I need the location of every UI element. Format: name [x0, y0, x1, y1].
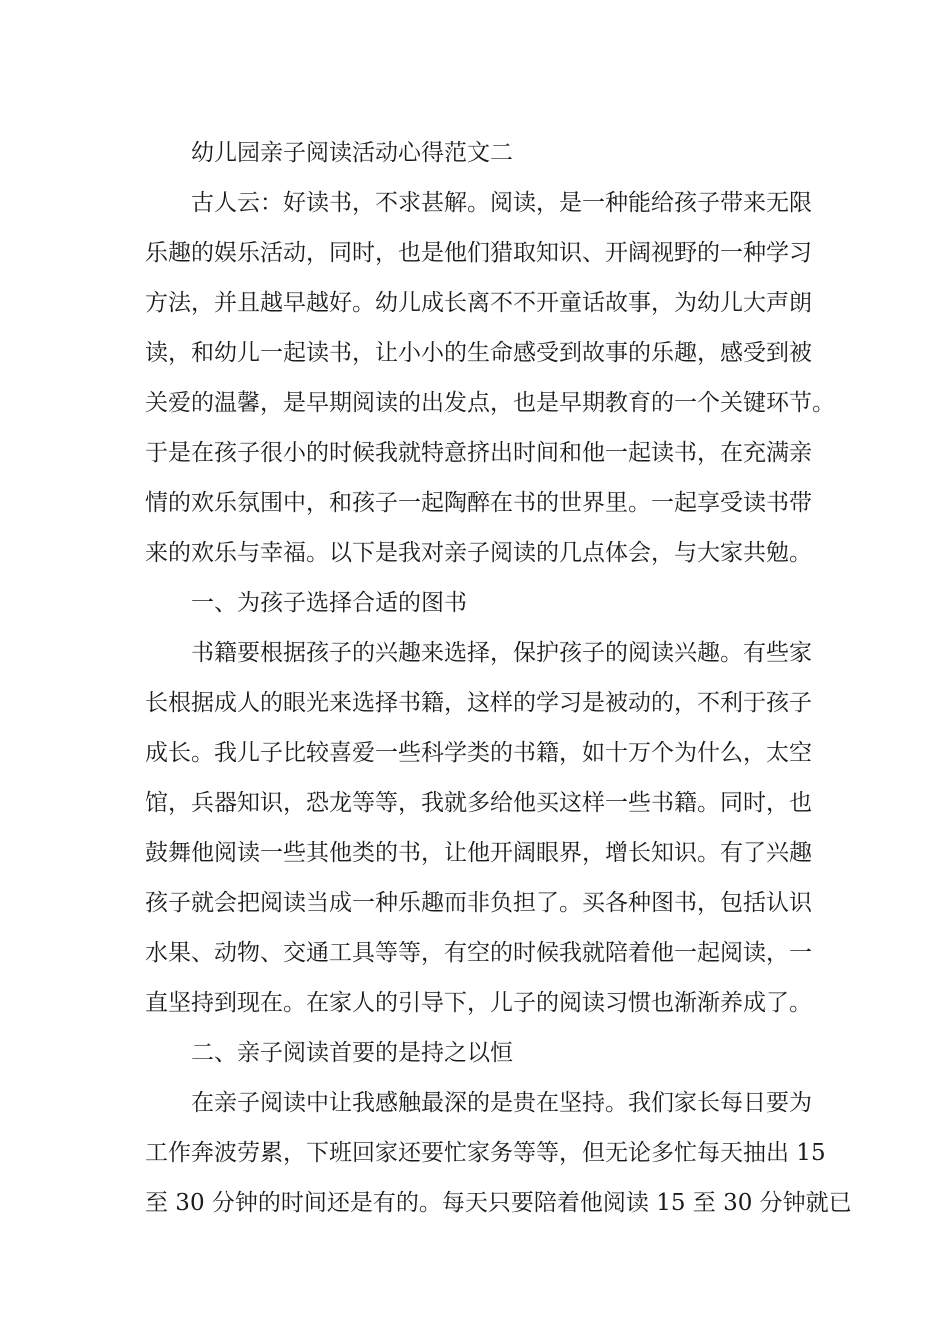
paragraph-line: 情的欢乐氛围中，和孩子一起陶醉在书的世界里。一起享受读书带 [145, 490, 812, 516]
paragraph-line: 工作奔波劳累，下班回家还要忙家务等等，但无论多忙每天抽出 15 [145, 1140, 826, 1166]
paragraph-line: 来的欢乐与幸福。以下是我对亲子阅读的几点体会，与大家共勉。 [145, 540, 812, 566]
paragraph-line: 古人云：好读书，不求甚解。阅读，是一种能给孩子带来无限 [191, 190, 812, 216]
paragraph-line: 乐趣的娱乐活动，同时，也是他们猎取知识、开阔视野的一种学习 [145, 240, 812, 266]
paragraph-line: 成长。我儿子比较喜爱一些科学类的书籍，如十万个为什么，太空 [145, 740, 812, 766]
paragraph-line: 关爱的温馨，是早期阅读的出发点，也是早期教育的一个关键环节。 [145, 390, 835, 416]
paragraph-line: 方法，并且越早越好。幼儿成长离不不开童话故事，为幼儿大声朗 [145, 290, 812, 316]
paragraph-line: 鼓舞他阅读一些其他类的书，让他开阔眼界，增长知识。有了兴趣 [145, 840, 812, 866]
paragraph-line: 馆，兵器知识，恐龙等等，我就多给他买这样一些书籍。同时，也 [145, 790, 812, 816]
paragraph-line: 读，和幼儿一起读书，让小小的生命感受到故事的乐趣，感受到被 [145, 340, 812, 366]
section-heading: 二、亲子阅读首要的是持之以恒 [191, 1040, 513, 1066]
document-title: 幼儿园亲子阅读活动心得范文二 [191, 140, 513, 166]
paragraph-line: 于是在孩子很小的时候我就特意挤出时间和他一起读书，在充满亲 [145, 440, 812, 466]
paragraph-line: 在亲子阅读中让我感触最深的是贵在坚持。我们家长每日要为 [191, 1090, 812, 1116]
paragraph-line: 至 30 分钟的时间还是有的。每天只要陪着他阅读 15 至 30 分钟就已 [145, 1190, 852, 1216]
paragraph-line: 水果、动物、交通工具等等，有空的时候我就陪着他一起阅读，一 [145, 940, 812, 966]
paragraph-line: 长根据成人的眼光来选择书籍，这样的学习是被动的，不利于孩子 [145, 690, 812, 716]
paragraph-line: 书籍要根据孩子的兴趣来选择，保护孩子的阅读兴趣。有些家 [191, 640, 812, 666]
document-body [145, 128, 852, 1228]
paragraph-line: 直坚持到现在。在家人的引导下，儿子的阅读习惯也渐渐养成了。 [145, 990, 812, 1016]
paragraph-line: 孩子就会把阅读当成一种乐趣而非负担了。买各种图书，包括认识 [145, 890, 812, 916]
section-heading: 一、为孩子选择合适的图书 [191, 590, 467, 616]
